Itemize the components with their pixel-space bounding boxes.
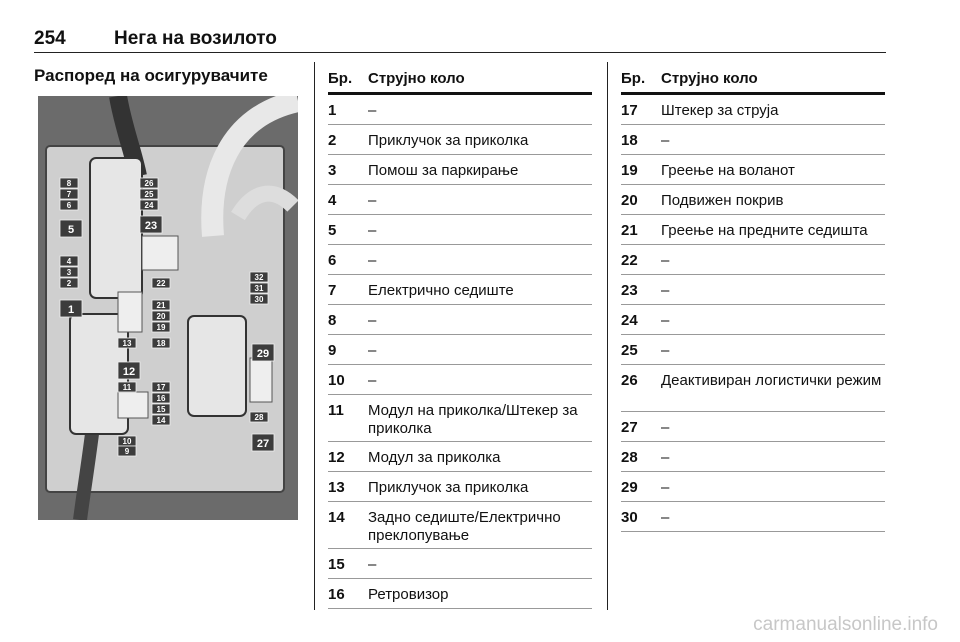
- circuit-description: –: [368, 252, 377, 269]
- table-row: [328, 549, 592, 579]
- fuse-number: 26: [621, 372, 638, 389]
- circuit-description: –: [661, 282, 670, 299]
- fuse-number: 17: [621, 102, 638, 119]
- table-row: [621, 412, 885, 442]
- fuse-label: 6: [66, 201, 72, 210]
- circuit-description: Штекер за струја: [661, 102, 779, 119]
- relay-slot: [142, 236, 178, 270]
- fuse-label: 31: [254, 284, 264, 293]
- fuse-number: 13: [328, 479, 345, 496]
- relay-block: [188, 316, 246, 416]
- circuit-description: Модул за приколка: [368, 449, 501, 466]
- table-row: [621, 215, 885, 245]
- circuit-description: Греење на воланот: [661, 162, 795, 179]
- table-row: [328, 185, 592, 215]
- fuse-label: 8: [66, 179, 72, 188]
- circuit-description: –: [368, 556, 377, 573]
- circuit-description: Задно седиште/Електрично преклопување: [368, 509, 561, 544]
- table-row: [328, 442, 592, 472]
- relay-slot: [118, 392, 148, 418]
- column-divider: [314, 62, 315, 610]
- chapter-title: Нега на возилото: [114, 28, 277, 49]
- fuse-number: 4: [328, 192, 337, 209]
- table-row: [328, 95, 592, 125]
- column-header-number: Бр.: [328, 70, 353, 87]
- circuit-description: Приклучок за приколка: [368, 479, 529, 496]
- fuse-number: 10: [328, 372, 345, 389]
- table-row: [328, 305, 592, 335]
- column-header-circuit: Струјно коло: [661, 70, 758, 87]
- table-row: [328, 365, 592, 395]
- table-row: [328, 245, 592, 275]
- fuse-label: 14: [156, 416, 166, 425]
- circuit-description: Подвижен покрив: [661, 192, 784, 209]
- fuse-number: 20: [621, 192, 638, 209]
- circuit-description: –: [368, 342, 377, 359]
- fuse-label: 16: [156, 394, 166, 403]
- fuse-number: 14: [328, 509, 345, 526]
- table-row: [621, 155, 885, 185]
- fuse-label: 27: [256, 438, 270, 450]
- relay-block: [90, 158, 142, 298]
- fuse-label: 23: [144, 220, 158, 232]
- circuit-description: Електрично седиште: [368, 282, 514, 299]
- fuse-label: 3: [66, 268, 72, 277]
- watermark: carmanualsonline.info: [753, 614, 938, 635]
- circuit-description: Греење на предните седишта: [661, 222, 868, 239]
- circuit-description: –: [661, 312, 670, 329]
- fuse-number: 7: [328, 282, 337, 299]
- fuse-label: 21: [156, 301, 166, 310]
- fuse-number: 30: [621, 509, 638, 526]
- fuse-number: 9: [328, 342, 337, 359]
- column-header-circuit: Струјно коло: [368, 70, 465, 87]
- fuse-label: 9: [124, 447, 130, 456]
- table-header: [621, 62, 885, 95]
- fuse-number: 8: [328, 312, 337, 329]
- fuse-number: 6: [328, 252, 337, 269]
- table-row: [621, 95, 885, 125]
- table-row: [621, 442, 885, 472]
- fuse-label: 2: [66, 279, 72, 288]
- fuse-number: 28: [621, 449, 638, 466]
- fuse-number: 24: [621, 312, 638, 329]
- table-row: [328, 155, 592, 185]
- circuit-description: Ретровизор: [368, 586, 449, 603]
- circuit-description: –: [661, 479, 670, 496]
- fuse-label: 18: [156, 339, 166, 348]
- circuit-description: –: [368, 222, 377, 239]
- table-row: [621, 275, 885, 305]
- fuse-label: 4: [66, 257, 72, 266]
- circuit-description: –: [661, 419, 670, 436]
- page-number: 254: [34, 28, 66, 49]
- circuit-description: –: [368, 312, 377, 329]
- fuse-label: 17: [156, 383, 166, 392]
- fuse-number: 19: [621, 162, 638, 179]
- circuit-description: –: [661, 252, 670, 269]
- fuse-label: 24: [144, 201, 154, 210]
- circuit-description: –: [661, 509, 670, 526]
- table-row: [621, 125, 885, 155]
- fuse-label: 25: [144, 190, 154, 199]
- table-row: [621, 245, 885, 275]
- fuse-label: 7: [66, 190, 72, 199]
- circuit-description: Деактивиран логистички режим: [661, 372, 882, 389]
- fuse-label: 1: [67, 304, 75, 316]
- fuse-number: 2: [328, 132, 337, 149]
- table-row: [621, 185, 885, 215]
- fuse-number: 3: [328, 162, 337, 179]
- column-header-number: Бр.: [621, 70, 646, 87]
- table-row: [328, 215, 592, 245]
- circuit-description: –: [661, 132, 670, 149]
- fuse-number: 21: [621, 222, 638, 239]
- fuse-number: 12: [328, 449, 345, 466]
- fuse-number: 25: [621, 342, 638, 359]
- fuse-label: 26: [144, 179, 154, 188]
- table-row: [328, 472, 592, 502]
- fuse-box-diagram: [38, 96, 298, 520]
- fuse-number: 22: [621, 252, 638, 269]
- fuse-label: 15: [156, 405, 166, 414]
- fuse-label: 12: [122, 366, 136, 378]
- table-row: [621, 472, 885, 502]
- fuse-label: 19: [156, 323, 166, 332]
- fuse-label: 11: [122, 383, 132, 392]
- table-body: [621, 95, 885, 532]
- table-row: [328, 275, 592, 305]
- table-header: [328, 62, 592, 95]
- table-row: [328, 125, 592, 155]
- circuit-description: –: [368, 102, 377, 119]
- table-body: [328, 95, 592, 609]
- circuit-description: Приклучок за приколка: [368, 132, 529, 149]
- fuse-label: 32: [254, 273, 264, 282]
- circuit-description: –: [368, 192, 377, 209]
- fuse-label: 13: [122, 339, 132, 348]
- circuit-description: –: [368, 372, 377, 389]
- fuse-label: 30: [254, 295, 264, 304]
- fuse-number: 1: [328, 102, 337, 119]
- fuse-label: 20: [156, 312, 166, 321]
- table-row: [621, 335, 885, 365]
- table-row: [621, 305, 885, 335]
- circuit-description: Модул на приколка/Штекер за приколка: [368, 402, 578, 437]
- circuit-description: –: [661, 449, 670, 466]
- table-row: [328, 579, 592, 609]
- circuit-description: –: [661, 342, 670, 359]
- fuse-number: 11: [328, 402, 344, 419]
- circuit-description: Помош за паркирање: [368, 162, 519, 179]
- fuse-number: 15: [328, 556, 345, 573]
- page-header: [34, 22, 886, 53]
- section-title: Распоред на осигурувачите: [34, 66, 268, 85]
- fuse-label: 10: [122, 437, 132, 446]
- fuse-number: 18: [621, 132, 638, 149]
- fuse-label: 29: [256, 348, 270, 360]
- fuse-label: 5: [67, 224, 75, 236]
- fuse-table-left: [328, 62, 592, 609]
- fuse-number: 16: [328, 586, 345, 603]
- table-row: [621, 365, 885, 412]
- table-row: [328, 335, 592, 365]
- table-row: [328, 395, 592, 442]
- fuse-table-right: [621, 62, 885, 532]
- relay-slot: [118, 292, 142, 332]
- fuse-number: 5: [328, 222, 337, 239]
- fuse-number: 27: [621, 419, 638, 436]
- relay-slot: [250, 358, 272, 402]
- fuse-number: 29: [621, 479, 638, 496]
- table-row: [328, 502, 592, 549]
- fuse-number: 23: [621, 282, 638, 299]
- column-divider: [607, 62, 608, 610]
- fuse-label: 28: [254, 413, 264, 422]
- table-row: [621, 502, 885, 532]
- fuse-label: 22: [156, 279, 166, 288]
